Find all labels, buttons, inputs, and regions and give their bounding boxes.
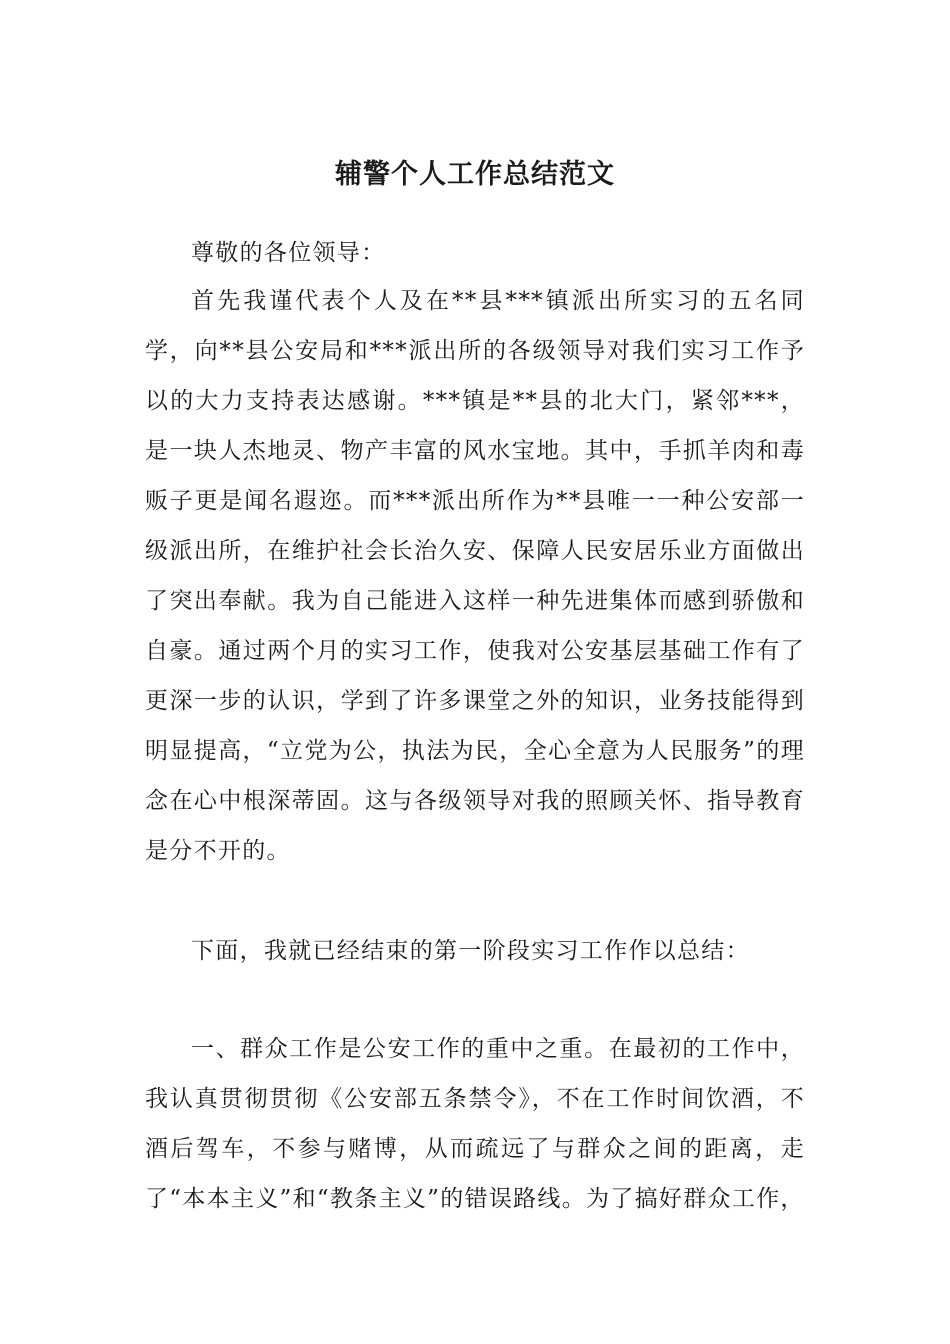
document-title: 辅警个人工作总结范文 <box>335 159 615 190</box>
salutation-paragraph: 尊敬的各位领导： <box>191 240 386 266</box>
intro-paragraph: 首先我谨代表个人及在**县***镇派出所实习的五名同学，向**县公安局和***派出所的各级领导对我们实习工作予以的大力支持表达感谢。***镇是**县的北大门，紧邻***，是一块人杰地灵、物产丰富的风水宝地。其中，手抓羊肉和毒贩子更是闻名遐迩。而***派出所作为**县唯一一种公安部一级派出所，在维护社会长治久安、保障人民安居乐业方面做出了突出奉献。我为自己能进入这样一种先进集体而感到骄傲和自豪。通过两个月的实习工作，使我对公安基层基础工作有了更深一步的认识，学到了许多课堂之外的知识，业务技能得到明显提高，“立党为公，执法为民，全心全意为人民服务”的理念在心中根深蒂固。这与各级领导对我的照顾关怀、指导教育是分不开的。 <box>145 288 805 864</box>
transition-paragraph: 下面，我就已经结束的第一阶段实习工作作以总结： <box>191 938 750 964</box>
section-one-paragraph: 一、群众工作是公安工作的重中之重。在最初的工作中，我认真贯彻贯彻《公安部五条禁令》，不在工作时间饮酒，不酒后驾车，不参与赌博，从而疏远了与群众之间的距离，走了“本本主义”和“教条主义”的错误路线。为了搞好群众工作， <box>145 1036 805 1212</box>
